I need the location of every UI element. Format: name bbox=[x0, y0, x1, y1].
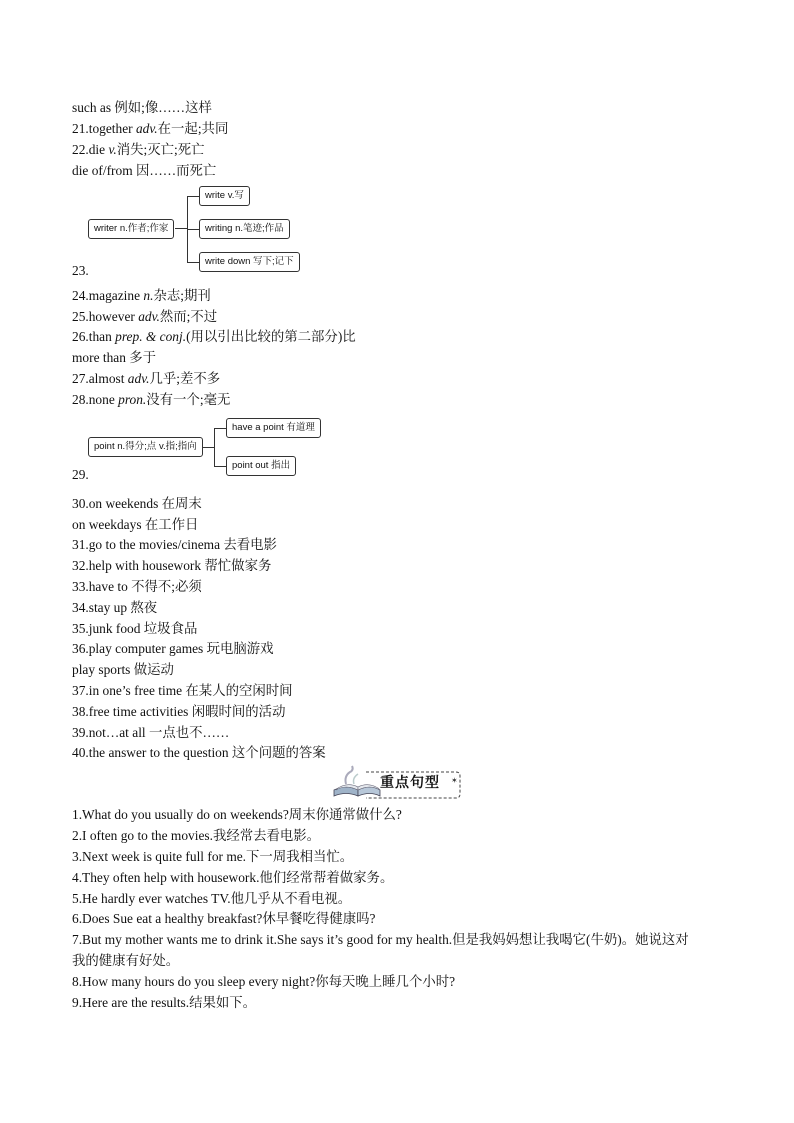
vocab-line: on weekdays 在工作日 bbox=[72, 517, 199, 532]
sentence-line: 2.I often go to the movies.我经常去看电影。 bbox=[72, 828, 321, 843]
vocab-line bbox=[72, 370, 220, 387]
sentence-line: 1.What do you usually do on weekends?周末你通常做什么? bbox=[72, 807, 402, 822]
connector bbox=[214, 466, 226, 467]
sentence-line: 我的健康有好处。 bbox=[72, 953, 180, 968]
vocab-line bbox=[72, 120, 228, 137]
vocab-line bbox=[72, 391, 230, 408]
part-of-speech: adv. bbox=[127, 371, 150, 386]
part-of-speech: adv. bbox=[135, 121, 158, 136]
diagram-root: point n.得分;点 v.指;指向 bbox=[88, 437, 203, 457]
diagram-branch: point out 指出 bbox=[226, 456, 296, 476]
part-of-speech: adv. bbox=[138, 309, 160, 324]
sentence-line: 7.But my mother wants me to drink it.She says it’s good for my health.但是我妈妈想让我喝它(牛奶)。她说这对 bbox=[72, 932, 689, 947]
vocab-line: 30.on weekends 在周末 bbox=[72, 496, 202, 511]
entry-word: 24.magazine bbox=[72, 288, 144, 303]
vocab-line: 32.help with housework 帮忙做家务 bbox=[72, 558, 272, 573]
entry-meaning: 然而;不过 bbox=[159, 309, 218, 324]
part-of-speech: prep. & conj. bbox=[115, 329, 187, 344]
vocab-line: die of/from 因……而死亡 bbox=[72, 163, 217, 178]
entry-word: 25.however bbox=[72, 309, 139, 324]
entry-meaning: 在一起;共同 bbox=[157, 121, 229, 136]
vocab-line: 36.play computer games 玩电脑游戏 bbox=[72, 641, 274, 656]
entry-meaning: 消失;灭亡;死亡 bbox=[116, 142, 205, 157]
sentence-line: 4.They often help with housework.他们经常帮着做家务。 bbox=[72, 870, 394, 885]
diagram-branch: have a point 有道理 bbox=[226, 418, 321, 438]
connector bbox=[214, 428, 226, 429]
entry-meaning: 杂志;期刊 bbox=[153, 288, 211, 303]
sentence-line: 8.How many hours do you sleep every night?你每天晚上睡几个小时? bbox=[72, 974, 456, 989]
part-of-speech: n. bbox=[143, 288, 154, 303]
part-of-speech: pron. bbox=[118, 392, 147, 407]
vocab-line: 39.not…at all 一点也不…… bbox=[72, 725, 230, 740]
vocab-line: 34.stay up 熬夜 bbox=[72, 600, 158, 615]
entry-meaning: 几乎;差不多 bbox=[149, 371, 221, 386]
vocab-line: 35.junk food 垃圾食品 bbox=[72, 621, 198, 636]
connector bbox=[175, 228, 187, 229]
vocab-line: more than 多于 bbox=[72, 350, 157, 365]
open-book-icon bbox=[334, 766, 380, 796]
connector bbox=[202, 447, 214, 448]
vocab-line bbox=[72, 308, 217, 325]
entry-word: 28.none bbox=[72, 392, 119, 407]
sentence-line: 3.Next week is quite full for me.下一周我相当忙。 bbox=[72, 849, 354, 864]
connector bbox=[187, 229, 199, 230]
vocab-line: 38.free time activities 闲暇时间的活动 bbox=[72, 704, 286, 719]
vocab-line: 40.the answer to the question 这个问题的答案 bbox=[72, 745, 326, 760]
section-header bbox=[332, 764, 462, 800]
vocab-line: 31.go to the movies/cinema 去看电影 bbox=[72, 537, 277, 552]
vocab-line bbox=[72, 141, 205, 158]
entry-word: 27.almost bbox=[72, 371, 128, 386]
sentence-line: 6.Does Sue eat a healthy breakfast?休早餐吃得健康吗? bbox=[72, 911, 376, 926]
vocab-line bbox=[72, 328, 356, 345]
entry-word: 21.together bbox=[72, 121, 136, 136]
sentence-line: 5.He hardly ever watches TV.他几乎从不看电视。 bbox=[72, 891, 352, 906]
diagram-number: 23. bbox=[72, 263, 89, 278]
part-of-speech: v. bbox=[108, 142, 117, 157]
entry-word: 22.die bbox=[72, 142, 109, 157]
entry-meaning: 没有一个;毫无 bbox=[146, 392, 231, 407]
diagram-root: writer n.作者;作家 bbox=[88, 219, 174, 239]
diagram-branch: write down 写下;记下 bbox=[199, 252, 300, 272]
connector bbox=[187, 196, 199, 197]
vocab-line: 37.in one’s free time 在某人的空闲时间 bbox=[72, 683, 293, 698]
diagram-number: 29. bbox=[72, 467, 89, 482]
diagram-branch: write v.写 bbox=[199, 186, 250, 206]
entry-word: 26.than bbox=[72, 329, 116, 344]
section-title: 重点句型 bbox=[380, 775, 440, 791]
sentence-line: 9.Here are the results.结果如下。 bbox=[72, 995, 257, 1010]
vocab-line: 33.have to 不得不;必须 bbox=[72, 579, 202, 594]
diagram-branch: writing n.笔迹;作品 bbox=[199, 219, 290, 239]
star-icon: ✶ bbox=[451, 776, 458, 785]
connector bbox=[187, 262, 199, 263]
vocab-line bbox=[72, 287, 211, 304]
entry-meaning: (用以引出比较的第二部分)比 bbox=[186, 329, 356, 344]
connector bbox=[214, 428, 215, 466]
vocab-line: play sports 做运动 bbox=[72, 662, 174, 677]
vocab-line: such as 例如;像……这样 bbox=[72, 100, 212, 115]
